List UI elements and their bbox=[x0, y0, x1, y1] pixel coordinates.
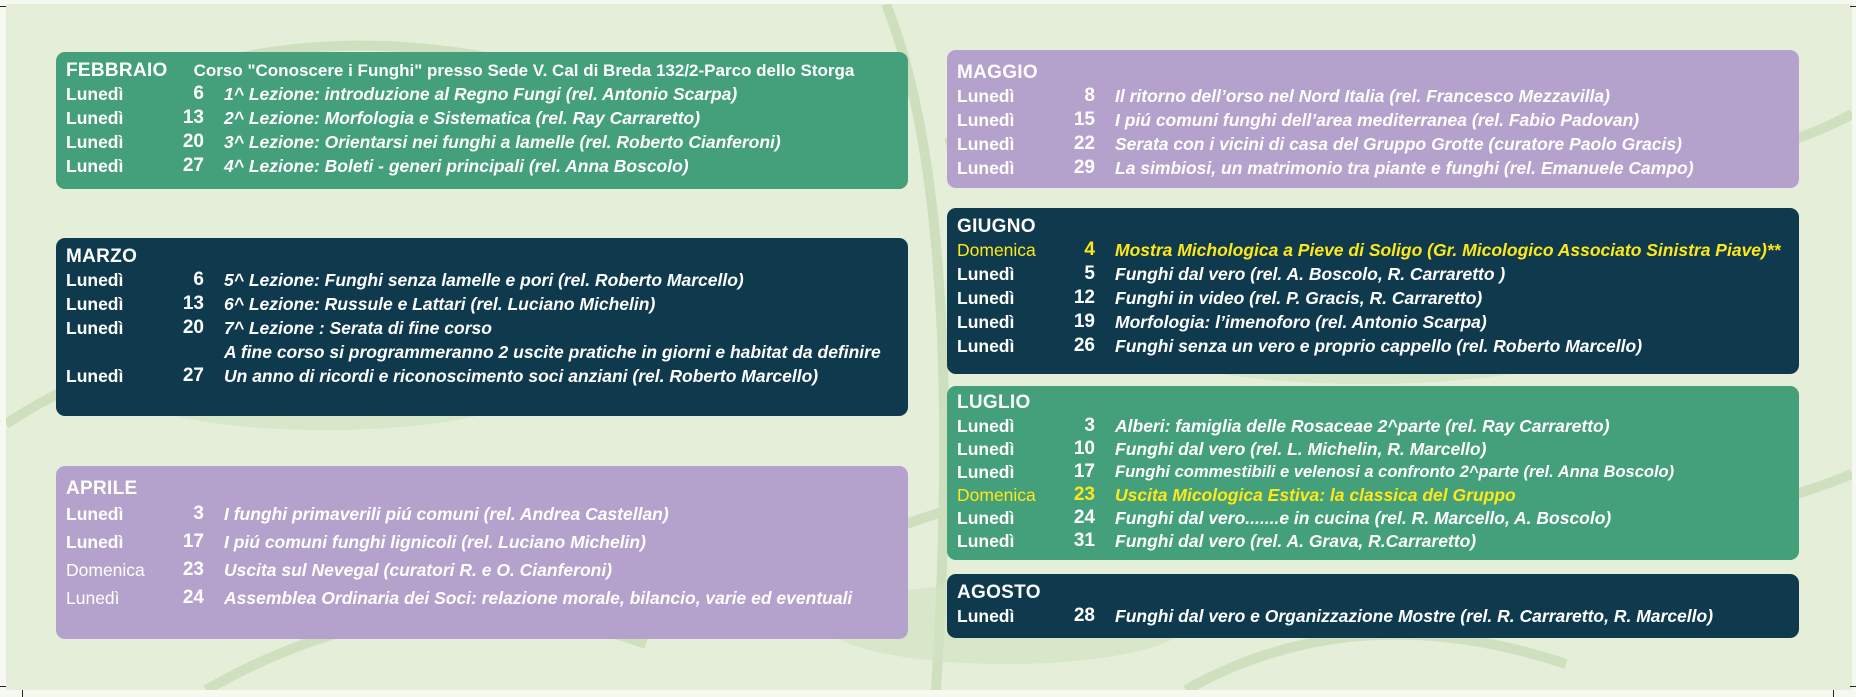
event-day: Lunedì bbox=[957, 507, 1015, 528]
event-description: Uscita sul Nevegal (curatori R. e O. Cianferoni) bbox=[224, 560, 613, 580]
event-date: 20 bbox=[182, 317, 204, 338]
event-description: Mostra Michologica a Pieve di Soligo (Gr. Micologico Associato Sinistra Piave)** bbox=[1115, 240, 1781, 260]
event-day: Domenica bbox=[957, 484, 1036, 505]
event-description: Funghi dal vero e Organizzazione Mostre (rel. R. Carraretto, R. Marcello) bbox=[1115, 606, 1714, 626]
event-description: 7^ Lezione : Serata di fine corso bbox=[224, 318, 492, 338]
event-row bbox=[66, 292, 898, 316]
event-day: Lunedì bbox=[957, 415, 1015, 436]
event-description: I piú comuni funghi lignicoli (rel. Luciano Michelin) bbox=[224, 532, 646, 552]
event-date: 28 bbox=[1073, 605, 1095, 626]
month-title: AGOSTO bbox=[957, 582, 1041, 603]
event-day: Lunedì bbox=[66, 504, 124, 524]
event-day: Lunedì bbox=[66, 532, 124, 552]
event-date: 27 bbox=[182, 365, 204, 386]
event-description: La simbiosi, un matrimonio tra piante e funghi (rel. Emanuele Campo) bbox=[1115, 158, 1694, 178]
event-date: 26 bbox=[1073, 335, 1095, 356]
event-date: 12 bbox=[1073, 287, 1095, 308]
event-day: Lunedì bbox=[957, 86, 1015, 106]
crop-mark bbox=[0, 6, 6, 7]
event-description: A fine corso si programmeranno 2 uscite pratiche in giorni e habitat da definire bbox=[224, 342, 881, 362]
crop-mark bbox=[0, 686, 6, 687]
event-row bbox=[957, 84, 1789, 108]
month-box-febbraio bbox=[56, 52, 908, 189]
event-row bbox=[66, 130, 898, 154]
event-description: Morfologia: l’imenoforo (rel. Antonio Scarpa) bbox=[1115, 312, 1487, 332]
course-note: Corso "Conoscere i Funghi" presso Sede V. Cal di Breda 132/2-Parco dello Storga bbox=[193, 61, 855, 80]
event-day: Lunedì bbox=[66, 156, 124, 176]
month-title: LUGLIO bbox=[957, 392, 1031, 413]
crop-mark bbox=[1850, 686, 1856, 687]
event-continuation bbox=[66, 340, 898, 364]
crop-mark bbox=[22, 690, 23, 697]
event-day: Lunedì bbox=[66, 84, 124, 104]
event-row-highlight bbox=[66, 584, 898, 612]
event-date: 15 bbox=[1073, 109, 1095, 130]
event-description: Funghi dal vero (rel. A. Boscolo, R. Carraretto ) bbox=[1115, 264, 1506, 284]
event-description: Uscita Micologica Estiva: la classica del Gruppo bbox=[1115, 484, 1516, 505]
event-row bbox=[66, 154, 898, 178]
event-description: Assemblea Ordinaria dei Soci: relazione morale, bilancio, varie ed eventuali bbox=[224, 588, 853, 608]
month-box-giugno bbox=[947, 208, 1799, 374]
event-row bbox=[957, 604, 1789, 628]
event-day: Lunedì bbox=[957, 288, 1015, 308]
event-date: 22 bbox=[1073, 133, 1095, 154]
event-day: Lunedì bbox=[66, 294, 124, 314]
event-row bbox=[66, 316, 898, 340]
event-description: Funghi in video (rel. P. Gracis, R. Carraretto) bbox=[1115, 288, 1483, 308]
event-date: 5 bbox=[1084, 263, 1095, 284]
event-row bbox=[957, 262, 1789, 286]
event-day: Lunedì bbox=[957, 461, 1015, 482]
event-date: 6 bbox=[193, 83, 204, 104]
event-row-highlight bbox=[66, 556, 898, 584]
event-description: Funghi dal vero (rel. A. Grava, R.Carraretto) bbox=[1115, 530, 1477, 551]
month-box-marzo bbox=[56, 238, 908, 416]
event-date: 10 bbox=[1073, 437, 1095, 459]
event-description: Funghi senza un vero e proprio cappello (rel. Roberto Marcello) bbox=[1115, 336, 1643, 356]
event-day: Domenica bbox=[66, 560, 145, 580]
event-row bbox=[957, 286, 1789, 310]
event-date: 24 bbox=[182, 587, 204, 608]
event-date: 17 bbox=[1073, 460, 1095, 482]
event-row bbox=[957, 506, 1789, 529]
event-row bbox=[66, 82, 898, 106]
event-row bbox=[957, 310, 1789, 334]
event-date: 13 bbox=[182, 293, 204, 314]
event-day: Lunedì bbox=[957, 438, 1015, 459]
event-day: Lunedì bbox=[66, 108, 124, 128]
crop-mark bbox=[1833, 690, 1834, 697]
event-row bbox=[957, 108, 1789, 132]
event-day: Lunedì bbox=[957, 110, 1015, 130]
event-row bbox=[957, 460, 1789, 483]
event-row bbox=[957, 529, 1789, 552]
event-day: Lunedì bbox=[957, 158, 1015, 178]
event-day: Domenica bbox=[957, 240, 1036, 260]
event-description: Il ritorno dell’orso nel Nord Italia (rel. Francesco Mezzavilla) bbox=[1115, 86, 1610, 106]
event-description: Un anno di ricordi e riconoscimento soci anziani (rel. Roberto Marcello) bbox=[224, 366, 819, 386]
event-day: Lunedì bbox=[66, 132, 124, 152]
event-date: 17 bbox=[182, 531, 204, 552]
event-row bbox=[957, 414, 1789, 437]
event-date: 20 bbox=[182, 131, 204, 152]
event-date: 6 bbox=[193, 269, 204, 290]
event-row bbox=[957, 156, 1789, 180]
event-row bbox=[66, 106, 898, 130]
event-row-highlight bbox=[957, 238, 1789, 262]
event-description: Funghi commestibili e velenosi a confronto 2^parte (rel. Anna Boscolo) bbox=[1115, 462, 1675, 481]
event-date: 4 bbox=[1084, 239, 1095, 260]
event-day: Lunedì bbox=[66, 588, 120, 608]
event-description: 6^ Lezione: Russule e Lattari (rel. Luciano Michelin) bbox=[224, 294, 656, 314]
event-day: Lunedì bbox=[957, 336, 1015, 356]
event-date: 3 bbox=[193, 503, 204, 524]
event-row bbox=[957, 132, 1789, 156]
month-title: MARZO bbox=[66, 246, 138, 267]
event-description: 4^ Lezione: Boleti - generi principali (rel. Anna Boscolo) bbox=[224, 156, 689, 176]
event-row-highlight bbox=[957, 483, 1789, 506]
event-day: Lunedì bbox=[957, 606, 1015, 626]
crop-mark bbox=[1850, 6, 1856, 7]
event-day: Lunedì bbox=[66, 366, 124, 386]
event-row bbox=[957, 334, 1789, 358]
event-description: 3^ Lezione: Orientarsi nei funghi a lamelle (rel. Roberto Cianferoni) bbox=[224, 132, 781, 152]
event-row bbox=[66, 364, 898, 388]
month-title: FEBBRAIO bbox=[66, 60, 168, 81]
event-row bbox=[66, 500, 898, 528]
event-description: Funghi dal vero (rel. L. Michelin, R. Marcello) bbox=[1115, 438, 1487, 459]
event-row bbox=[957, 437, 1789, 460]
event-row bbox=[66, 528, 898, 556]
event-row bbox=[66, 268, 898, 292]
event-date: 23 bbox=[182, 559, 204, 580]
event-date: 27 bbox=[182, 155, 204, 176]
event-date: 8 bbox=[1084, 85, 1095, 106]
event-day: Lunedì bbox=[66, 318, 124, 338]
event-description: Serata con i vicini di casa del Gruppo Grotte (curatore Paolo Gracis) bbox=[1115, 134, 1682, 154]
event-date: 23 bbox=[1073, 483, 1095, 505]
month-box-maggio bbox=[947, 50, 1799, 188]
event-description: 5^ Lezione: Funghi senza lamelle e pori (rel. Roberto Marcello) bbox=[224, 270, 744, 290]
month-box-luglio bbox=[947, 386, 1799, 560]
event-date: 24 bbox=[1073, 506, 1095, 528]
event-description: Alberi: famiglia delle Rosaceae 2^parte (rel. Ray Carraretto) bbox=[1115, 415, 1610, 436]
event-date: 3 bbox=[1084, 414, 1095, 436]
event-date: 19 bbox=[1073, 311, 1095, 332]
month-box-agosto bbox=[947, 574, 1799, 638]
month-box-aprile bbox=[56, 466, 908, 639]
event-description: I funghi primaverili piú comuni (rel. Andrea Castellan) bbox=[224, 504, 669, 524]
event-description: 1^ Lezione: introduzione al Regno Fungi (rel. Antonio Scarpa) bbox=[224, 84, 738, 104]
month-title: GIUGNO bbox=[957, 216, 1036, 237]
event-day: Lunedì bbox=[66, 270, 124, 290]
event-day: Lunedì bbox=[957, 134, 1015, 154]
event-description: I piú comuni funghi dell’area mediterranea (rel. Fabio Padovan) bbox=[1115, 110, 1640, 130]
event-date: 29 bbox=[1073, 157, 1095, 178]
event-description: Funghi dal vero.......e in cucina (rel. R. Marcello, A. Boscolo) bbox=[1115, 507, 1612, 528]
event-date: 13 bbox=[182, 107, 204, 128]
event-description: 2^ Lezione: Morfologia e Sistematica (rel. Ray Carraretto) bbox=[224, 108, 701, 128]
event-day: Lunedì bbox=[957, 312, 1015, 332]
event-day: Lunedì bbox=[957, 530, 1015, 551]
month-title: APRILE bbox=[66, 478, 138, 499]
month-title: MAGGIO bbox=[957, 62, 1038, 83]
event-date: 31 bbox=[1073, 529, 1095, 551]
event-day: Lunedì bbox=[957, 264, 1015, 284]
